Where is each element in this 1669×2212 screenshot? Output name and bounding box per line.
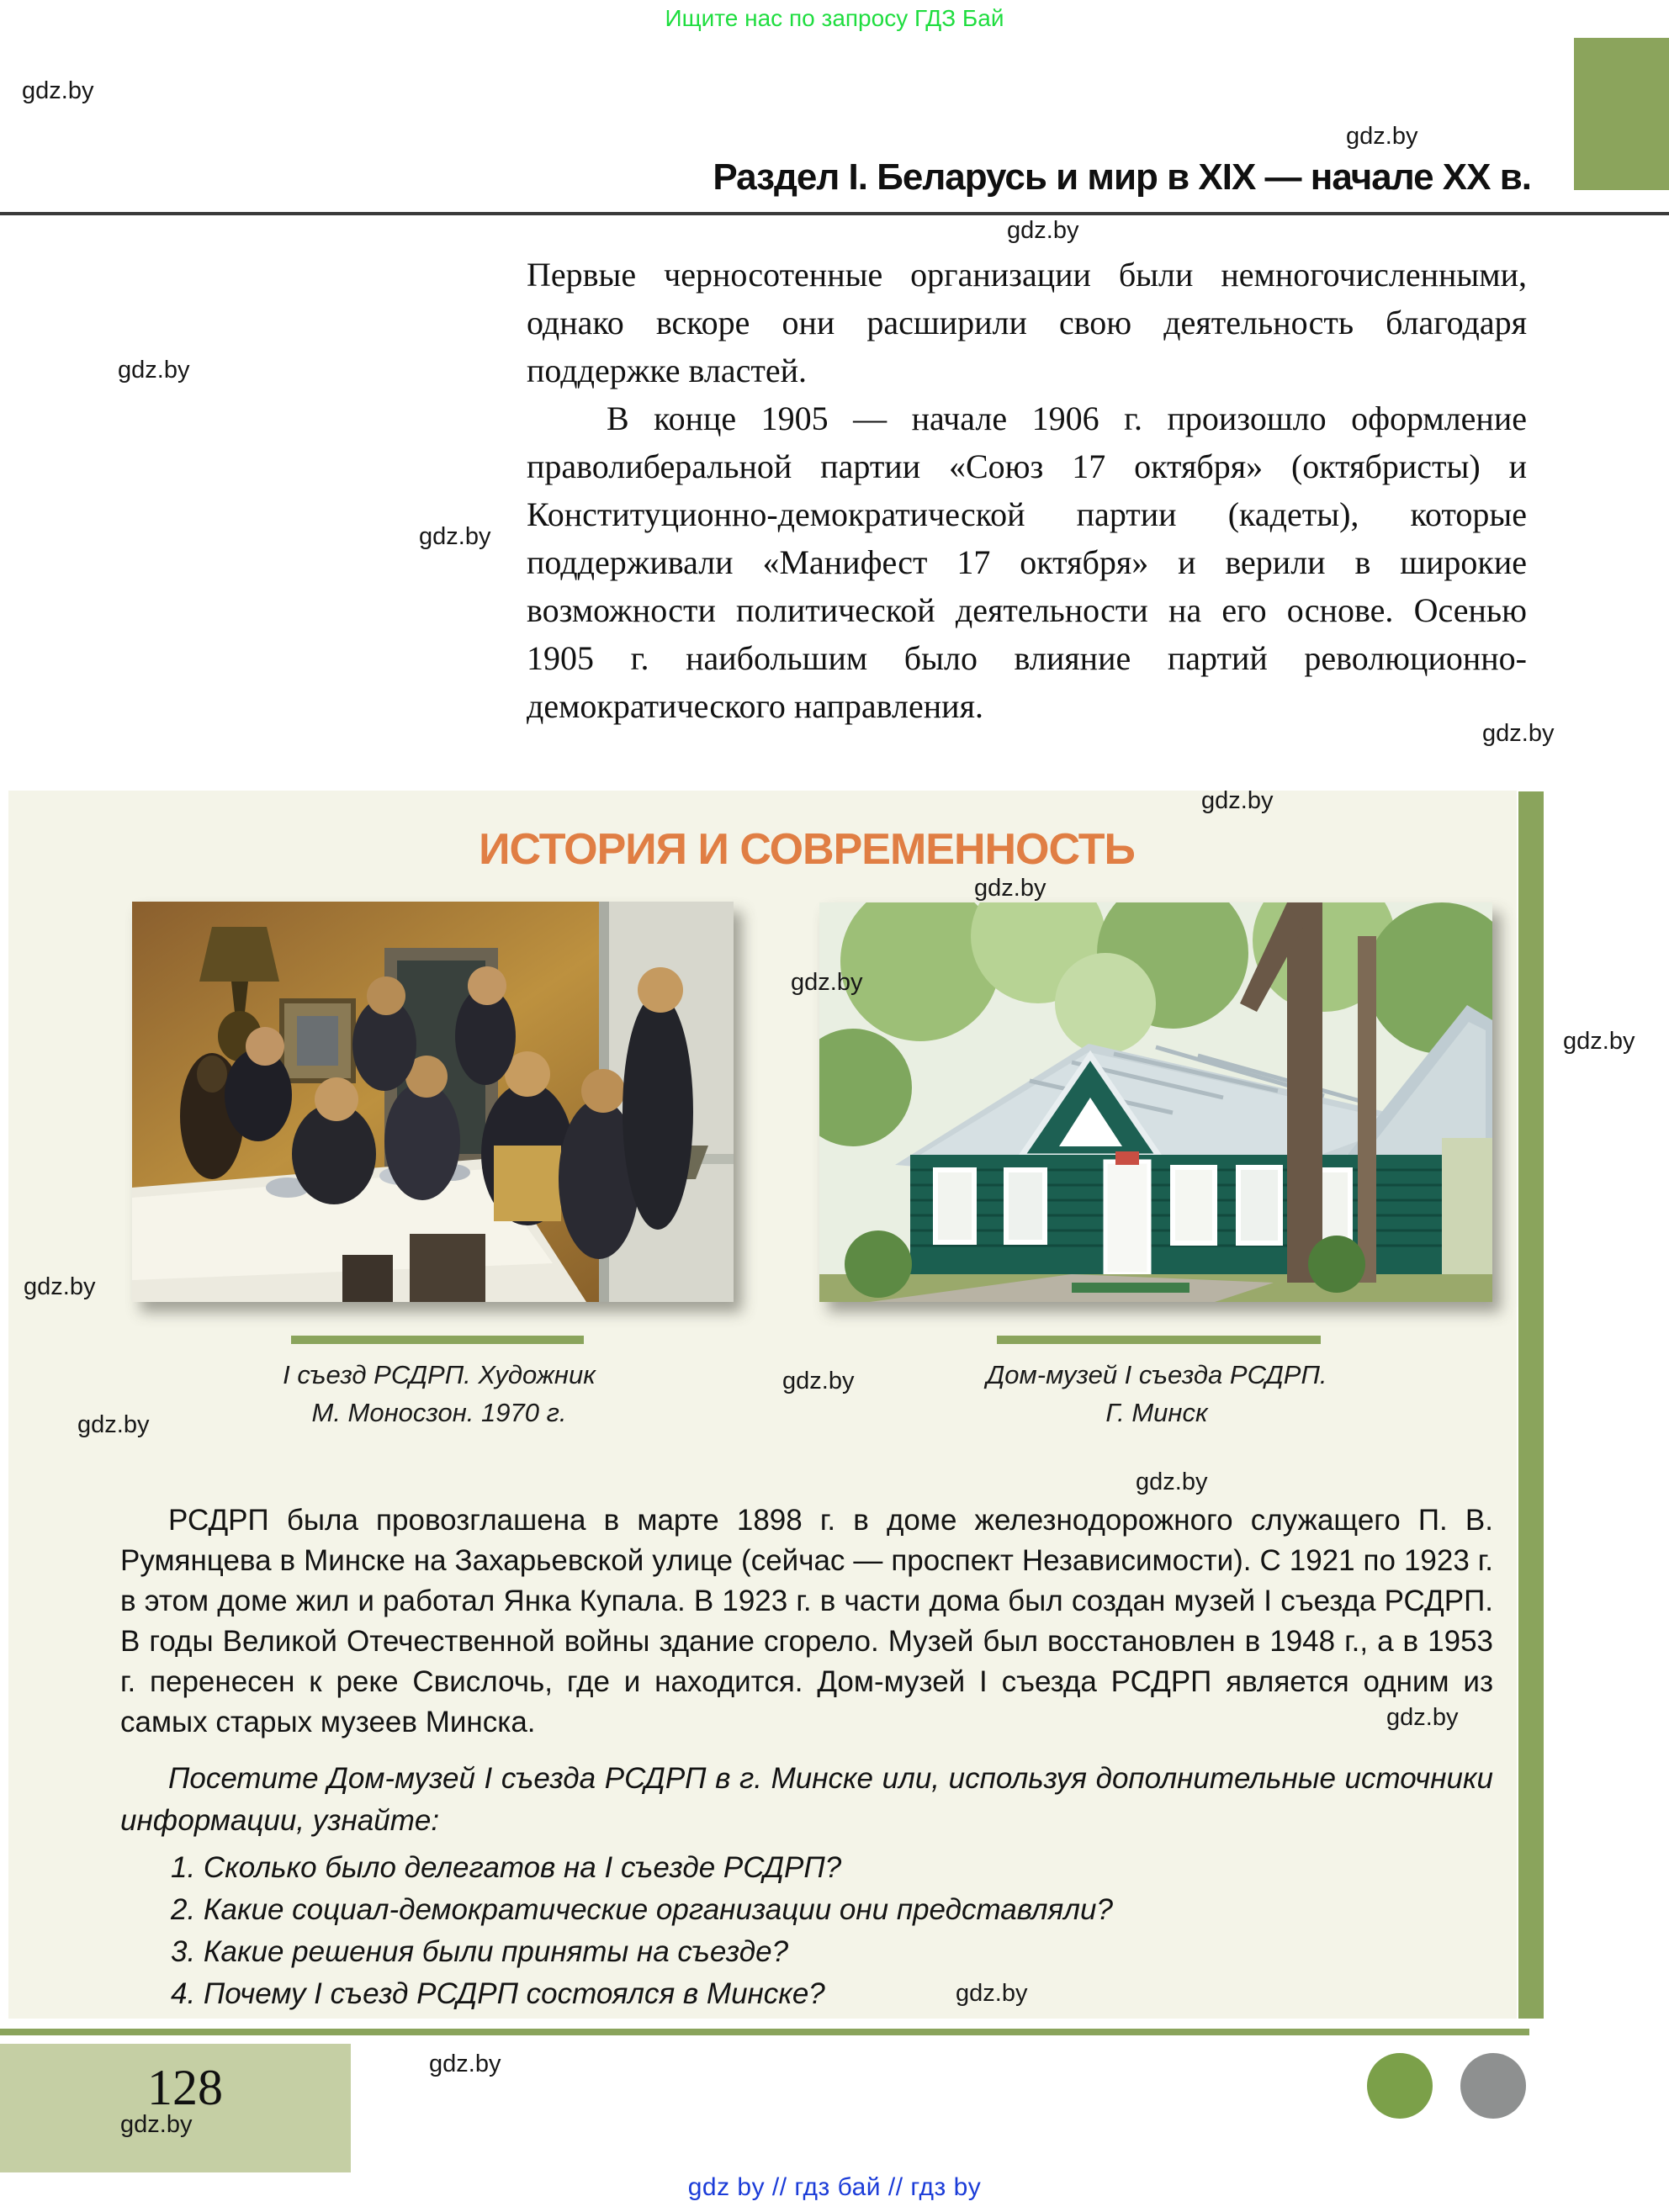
- green-dot-decoration: [1367, 2053, 1433, 2119]
- paragraph: РСДРП была провозглашена в марте 1898 г. в доме железнодорожного служащего П. В. Румянцева в Минске на Захарьевской улице (сейчас — проспект Независимости). С 1921 по 1923 г. в этом доме жил и работал Янка Купала. В 1923 г. в части дома был создан музей I съезда РСДРП. В годы Великой Отечественной войны здание сгорело. Музей был восстановлен в 1948 г., а в 1953 г. перенесен к реке Свислочь, где и находится. Дом-музей I съезда РСДРП является одним из самых старых музеев Минска.: [120, 1504, 1493, 1738]
- painting-image: [132, 902, 734, 1302]
- history-box-body: [120, 1500, 1493, 1743]
- museum-photo-image: [819, 902, 1492, 1302]
- gdz-watermark: gdz.by: [1136, 1468, 1208, 1495]
- gdz-watermark: gdz.by: [1482, 720, 1555, 747]
- task-item: 2. Какие социал-демократические организации они представляли?: [171, 1893, 1113, 1926]
- gdz-watermark: gdz.by: [1386, 1704, 1459, 1731]
- intro-text-block: [527, 251, 1527, 730]
- history-box-tasks: [120, 1758, 1493, 2015]
- caption-line: I съезд РСДРП. Художник: [283, 1360, 596, 1389]
- gdz-watermark: gdz.by: [1007, 217, 1079, 244]
- caption-line: Г. Минск: [1105, 1398, 1208, 1427]
- header-divider: [0, 212, 1669, 215]
- footer-links[interactable]: gdz by // гдз бай // гдз by: [687, 2173, 982, 2201]
- caption-line: М. Моносзон. 1970 г.: [311, 1398, 567, 1427]
- photo-caption: [967, 1356, 1346, 1431]
- museum-house-photo: [819, 902, 1492, 1302]
- task-item: 3. Какие решения были приняты на съезде?: [171, 1935, 789, 1968]
- task-item: 4. Почему I съезд РСДРП состоялся в Минске?: [171, 1977, 825, 2010]
- footer-divider: [0, 2029, 1529, 2035]
- promo-banner: Ищите нас по запросу ГДЗ Бай: [665, 5, 1004, 31]
- gdz-watermark: gdz.by: [22, 77, 94, 104]
- caption-divider-right: [997, 1336, 1321, 1344]
- gdz-watermark: gdz.by: [974, 875, 1046, 902]
- page-number: 128: [147, 2060, 223, 2115]
- gray-dot-decoration: [1460, 2053, 1526, 2119]
- gdz-watermark: gdz.by: [120, 2111, 193, 2138]
- gdz-watermark: gdz.by: [1346, 123, 1418, 150]
- caption-line: Дом-музей I съезда РСДРП.: [986, 1360, 1327, 1389]
- gdz-watermark: gdz.by: [118, 357, 190, 384]
- side-accent-bar: [1518, 791, 1544, 2019]
- painting-caption: [271, 1356, 607, 1431]
- task-list: [120, 1847, 1493, 2015]
- gdz-watermark: gdz.by: [782, 1368, 855, 1394]
- corner-decoration: [1574, 38, 1669, 190]
- painting-congress-rsdrp: [132, 902, 734, 1302]
- paragraph: В конце 1905 — начале 1906 г. произошло оформление праволиберальной партии «Союз 17 октября» (октябристы) и Конституционно-демократической партии (кадеты), которые поддерживали «Манифест 17 октября» и верили в широкие возможности политической деятельности на его основе. Осенью 1905 г. наибольшим было влияние партий революционно-демократического направления.: [527, 400, 1527, 725]
- gdz-watermark: gdz.by: [419, 523, 491, 550]
- gdz-watermark: gdz.by: [429, 2051, 501, 2077]
- paragraph: Первые черносотенные организации были немногочисленными, однако вскоре они расширили свою деятельность благодаря поддержке властей.: [527, 256, 1527, 389]
- task-intro: Посетите Дом-музей I съезда РСДРП в г. Минске или, используя дополнительные источники информации, узнайте:: [120, 1762, 1493, 1837]
- history-box-title: ИСТОРИЯ И СОВРЕМЕННОСТЬ: [479, 825, 1135, 874]
- caption-divider-left: [291, 1336, 584, 1344]
- task-item: 1. Сколько было делегатов на I съезде РСДРП?: [171, 1851, 842, 1884]
- gdz-watermark: gdz.by: [1201, 787, 1274, 814]
- section-header: Раздел I. Беларусь и мир в XIX — начале XX в.: [713, 156, 1531, 198]
- gdz-watermark: gdz.by: [24, 1273, 96, 1300]
- gdz-watermark: gdz.by: [77, 1411, 150, 1438]
- gdz-watermark: gdz.by: [1563, 1028, 1635, 1055]
- gdz-watermark: gdz.by: [956, 1980, 1028, 2007]
- gdz-watermark: gdz.by: [791, 969, 863, 996]
